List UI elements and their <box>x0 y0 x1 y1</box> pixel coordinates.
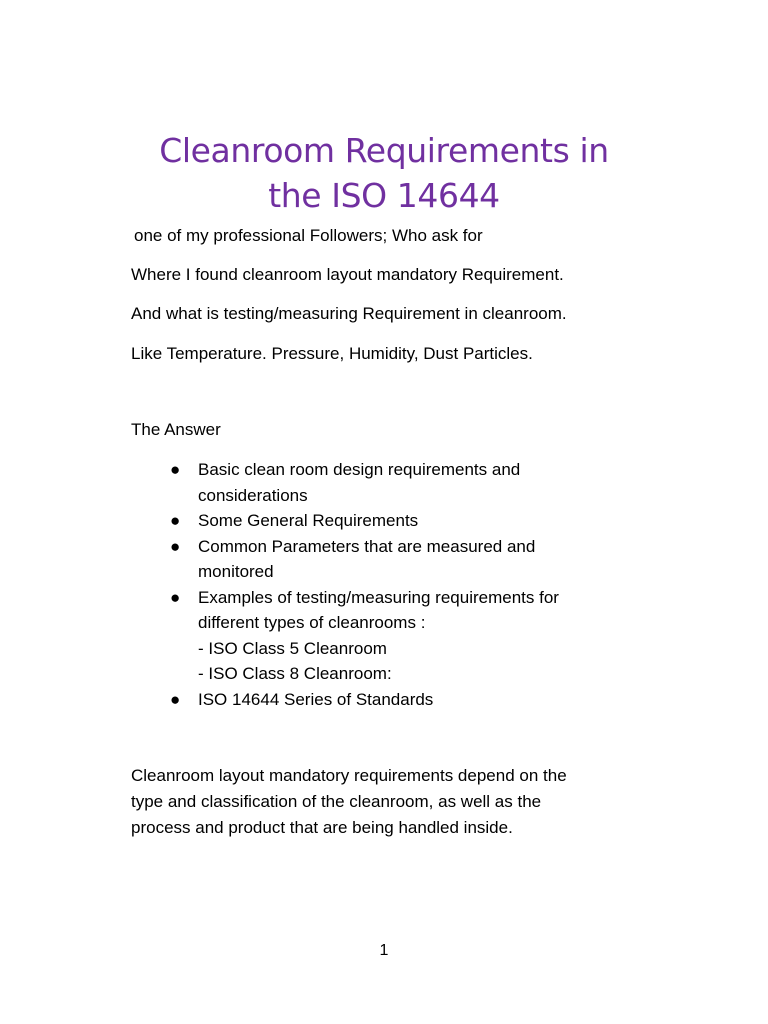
list-item-line: Some General Requirements <box>198 511 419 530</box>
list-item-line: considerations <box>198 485 308 505</box>
answer-bullet-list <box>131 457 651 712</box>
closing-line: process and product that are being handled inside. <box>131 818 513 837</box>
paragraph-3: Like Temperature. Pressure, Humidity, Dust Particles. <box>131 344 533 363</box>
list-item-line: Basic clean room design requirements and <box>198 460 521 479</box>
list-item-line: - ISO Class 8 Cleanroom: <box>198 664 392 683</box>
intro-paragraph: one of my professional Followers; Who ask for <box>134 226 483 245</box>
bullet-dot-icon: ● <box>170 536 181 556</box>
list-item-line: different types of cleanrooms : <box>198 613 426 632</box>
document-title <box>0 128 768 218</box>
list-item-line: monitored <box>198 562 274 581</box>
title-line-2: the ISO 14644 <box>268 176 500 215</box>
list-item <box>131 508 651 534</box>
list-item-line: Examples of testing/measuring requirements for <box>198 587 559 607</box>
bullet-dot-icon: ● <box>170 511 181 530</box>
bullet-dot-icon: ● <box>170 689 181 709</box>
paragraph-2: And what is testing/measuring Requirement in cleanroom. <box>131 304 567 323</box>
closing-line: type and classification of the cleanroom, as well as the <box>131 792 542 811</box>
answer-heading: The Answer <box>131 420 221 439</box>
closing-line: Cleanroom layout mandatory requirements depend on the <box>131 766 567 785</box>
list-item <box>131 687 651 713</box>
page-number: 1 <box>379 942 389 959</box>
title-line-1: Cleanroom Requirements in <box>159 131 609 170</box>
list-item <box>131 534 651 585</box>
bullet-dot-icon: ● <box>170 587 181 607</box>
list-item <box>131 457 651 508</box>
list-item-line: ISO 14644 Series of Standards <box>198 689 434 709</box>
paragraph-1: Where I found cleanroom layout mandatory Requirement. <box>131 265 564 284</box>
list-item-line: - ISO Class 5 Cleanroom <box>198 638 387 658</box>
list-item <box>131 585 651 687</box>
closing-paragraph <box>131 763 651 841</box>
bullet-dot-icon: ● <box>170 460 181 479</box>
list-item-line: Common Parameters that are measured and <box>198 536 536 556</box>
